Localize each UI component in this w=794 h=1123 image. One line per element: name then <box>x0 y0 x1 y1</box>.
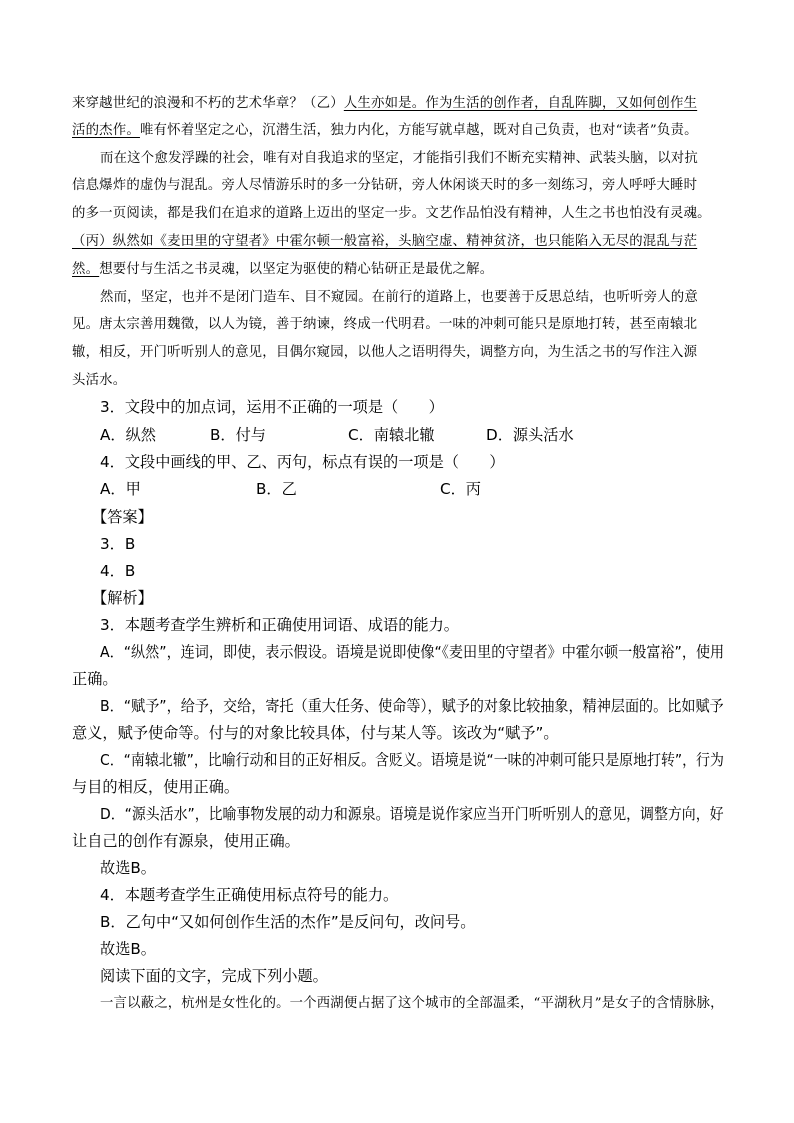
underlined-sentence-bing: （丙）纵然如《麦田里的守望者》中霍尔顿一般富裕，头脑空虚、精神贫济，也只能陷入无尽的混乱与茫 <box>72 234 698 249</box>
underlined-sentence-bing-end: 然。 <box>72 262 100 277</box>
question-4-stem: 4．文段中画线的甲、乙、丙句，标点有误的一项是（ ） <box>100 453 505 471</box>
analysis-line-6: C．“南辕北辙”，比喻行动和目的正好相反。含贬义。语境是说“一味的冲刺可能只是原地打转”，行为 <box>100 751 724 769</box>
analysis-line-10: 故选B。 <box>100 859 156 877</box>
answer-heading: 【答案】 <box>92 508 153 526</box>
question-3-option-b: B．付与 <box>210 426 266 444</box>
passage-line-2-text: 唯有怀着坚定之心，沉潜生活，独力内化，方能写就卓越，既对自己负责，也对“读者”负责。 <box>139 123 698 138</box>
analysis-line-13: 故选B。 <box>100 940 156 958</box>
passage-line-4: 信息爆炸的虚伪与混乱。旁人尽情游乐时的多一分钻研，旁人休闲谈天时的多一刻练习，旁人呼呼大睡时 <box>72 178 698 193</box>
question-4-option-b: B．乙 <box>256 480 297 498</box>
question-4-option-a: A．甲 <box>100 480 141 498</box>
passage-line-7 <box>72 259 493 281</box>
question-3-option-d: D．源头活水 <box>486 426 574 444</box>
passage-line-1-text: 来穿越世纪的浪漫和不朽的艺术华章？（乙） <box>72 96 344 111</box>
passage-line-5: 的多一页阅读，都是我们在追求的道路上迈出的坚定一步。文艺作品怕没有精神，人生之书也怕没有灵魂。 <box>72 206 711 221</box>
passage-line-1 <box>72 93 697 115</box>
analysis-heading: 【解析】 <box>92 589 153 607</box>
analysis-line-9: 让自己的创作有源泉，使用正确。 <box>72 832 300 850</box>
passage-line-9: 见。唐太宗善用魏徵，以人为镜，善于纳谏，终成一代明君。一味的冲刺可能只是原地打转，甚至南辕北 <box>72 317 698 332</box>
question-4-option-c: C．丙 <box>440 480 481 498</box>
analysis-line-12: B．乙句中“又如何创作生活的杰作”是反问句，改问号。 <box>100 913 476 931</box>
question-3-option-a: A．纵然 <box>100 426 156 444</box>
passage-line-11: 头活水。 <box>72 373 127 388</box>
answer-3: 3．B <box>100 535 136 553</box>
underlined-sentence-yi: 人生亦如是。作为生活的创作者，自乱阵脚，又如何创作生 <box>343 96 698 111</box>
underlined-sentence-yi-end: 活的杰作。 <box>72 123 140 138</box>
passage-line-7-text: 想要付与生活之书灵魂，以坚定为驱使的精心钻研正是最优之解。 <box>99 262 494 277</box>
passage-line-6 <box>72 231 697 253</box>
analysis-line-4: B．“赋予”，给予，交给，寄托（重大任务、使命等），赋予的对象比较抽象，精神层面的。比如赋予 <box>100 697 724 715</box>
answer-4: 4．B <box>100 562 136 580</box>
question-3-stem: 3．文段中的加点词，运用不正确的一项是（ ） <box>100 398 444 416</box>
passage-line-8: 然而，坚定，也并不是闭门造车、目不窥园。在前行的道路上，也要善于反思总结，也听听旁人的意 <box>100 290 698 305</box>
passage-line-10: 辙，相反，开门听听别人的意见，目偶尔窥园，以他人之语明得失，调整方向，为生活之书的写作注入源 <box>72 345 698 360</box>
analysis-line-15: 一言以蔽之，杭州是女性化的。一个西湖便占据了这个城市的全部温柔，“平湖秋月”是女子的含情脉脉， <box>100 996 724 1011</box>
analysis-line-1: 3．本题考查学生辨析和正确使用词语、成语的能力。 <box>100 616 459 634</box>
passage-line-3: 而在这个愈发浮躁的社会，唯有对自我追求的坚定，才能指引我们不断充实精神、武装头脑，以对抗 <box>100 151 698 166</box>
analysis-line-8: D．“源头活水”，比喻事物发展的动力和源泉。语境是说作家应当开门听听别人的意见，调整方向，好 <box>100 805 724 823</box>
analysis-line-3: 正确。 <box>72 670 118 688</box>
question-3-option-c: C．南辕北辙 <box>348 426 435 444</box>
analysis-line-2: A．“纵然”，连词，即使，表示假设。语境是说即使像“《麦田里的守望者》中霍尔顿一般富裕”，使用 <box>100 643 725 661</box>
analysis-line-11: 4．本题考查学生正确使用标点符号的能力。 <box>100 886 399 904</box>
passage-line-2 <box>72 120 698 142</box>
analysis-line-14: 阅读下面的文字，完成下列小题。 <box>100 967 328 985</box>
analysis-line-7: 与目的相反，使用正确。 <box>72 778 240 796</box>
analysis-line-5: 意义，赋予使命等。付与的对象比较具体，付与某人等。该改为“赋予”。 <box>72 724 559 742</box>
